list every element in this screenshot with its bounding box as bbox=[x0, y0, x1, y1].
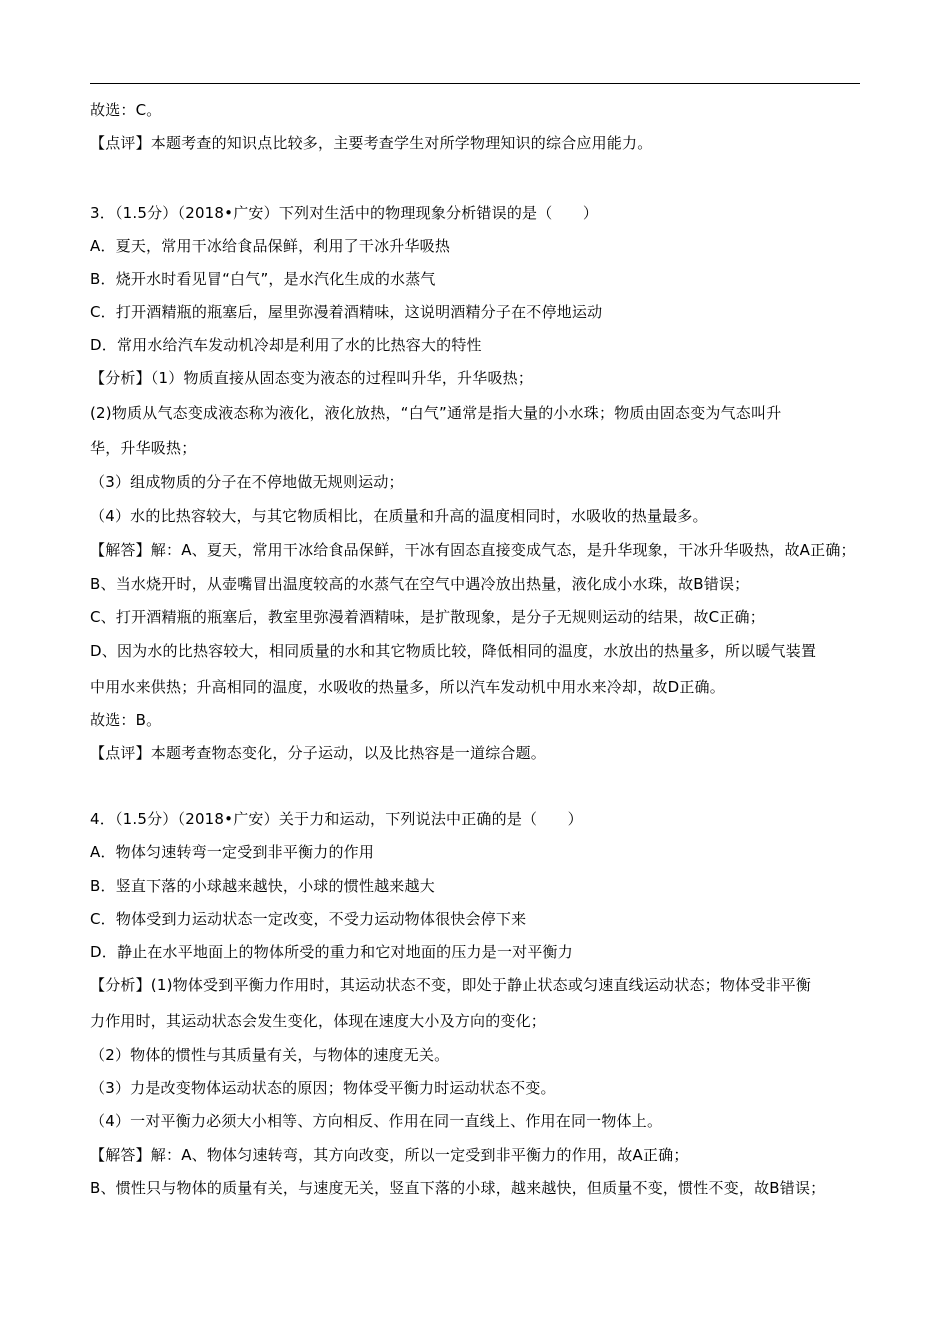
answer-line: 故选：C。 bbox=[90, 101, 162, 119]
solution-line: B、惯性只与物体的质量有关，与速度无关，竖直下落的小球，越来越快，但质量不变，惯性不变，故B错误； bbox=[90, 1179, 826, 1197]
solution-line: D、因为水的比热容较大，相同质量的水和其它物质比较，降低相同的温度，水放出的热量多，所以暖气装置 bbox=[90, 642, 817, 660]
question-4-option-d: D．静止在水平地面上的物体所受的重力和它对地面的压力是一对平衡力 bbox=[90, 943, 573, 961]
question-4-option-b: B．竖直下落的小球越来越快，小球的惯性越来越大 bbox=[90, 877, 435, 895]
header-rule bbox=[90, 83, 860, 84]
analysis-line: 华，升华吸热； bbox=[90, 439, 197, 457]
solution-line: 【解答】解：A、物体匀速转弯，其方向改变，所以一定受到非平衡力的作用，故A正确； bbox=[90, 1146, 689, 1164]
question-3-option-d: D．常用水给汽车发动机冷却是利用了水的比热容大的特性 bbox=[90, 336, 482, 354]
question-3-option-b: B．烧开水时看见冒“白气”，是水汽化生成的水蒸气 bbox=[90, 270, 436, 288]
analysis-line: （4）水的比热容较大，与其它物质相比，在质量和升高的温度相同时，水吸收的热量最多。 bbox=[90, 507, 708, 525]
question-4-option-a: A．物体匀速转弯一定受到非平衡力的作用 bbox=[90, 843, 375, 861]
analysis-line: (2)物质从气态变成液态称为液化，液化放热，“白气”通常是指大量的小水珠；物质由固态变为气态叫升 bbox=[90, 404, 782, 422]
analysis-line: （3）力是改变物体运动状态的原因；物体受平衡力时运动状态不变。 bbox=[90, 1079, 556, 1097]
analysis-line: 力作用时，其运动状态会发生变化，体现在速度大小及方向的变化； bbox=[90, 1012, 547, 1030]
question-3-option-c: C．打开酒精瓶的瓶塞后，屋里弥漫着酒精味，这说明酒精分子在不停地运动 bbox=[90, 303, 603, 321]
question-4-option-c: C．物体受到力运动状态一定改变，不受力运动物体很快会停下来 bbox=[90, 910, 527, 928]
solution-line: 中用水来供热；升高相同的温度，水吸收的热量多，所以汽车发动机中用水来冷却，故D正确。 bbox=[90, 678, 725, 696]
solution-line: B、当水烧开时，从壶嘴冒出温度较高的水蒸气在空气中遇冷放出热量，液化成小水珠，故B错误； bbox=[90, 575, 750, 593]
question-4-stem: 4．（1.5分）（2018•广安）关于力和运动，下列说法中正确的是（ ） bbox=[90, 810, 583, 828]
answer-line: 故选：B。 bbox=[90, 711, 162, 729]
solution-line: 【解答】解：A、夏天，常用干冰给食品保鲜，干冰有固态直接变成气态，是升华现象，干冰升华吸热，故A正确； bbox=[90, 541, 856, 559]
analysis-line: （4）一对平衡力必须大小相等、方向相反、作用在同一直线上、作用在同一物体上。 bbox=[90, 1112, 663, 1130]
question-3-stem: 3．（1.5分）（2018•广安）下列对生活中的物理现象分析错误的是（ ） bbox=[90, 204, 599, 222]
analysis-line: 【分析】（1）物质直接从固态变为液态的过程叫升华，升华吸热； bbox=[90, 369, 534, 387]
solution-line: C、打开酒精瓶的瓶塞后，教室里弥漫着酒精味，是扩散现象，是分子无规则运动的结果，故C正确； bbox=[90, 608, 765, 626]
analysis-line: （2）物体的惯性与其质量有关，与物体的速度无关。 bbox=[90, 1046, 450, 1064]
analysis-line: 【分析】(1)物体受到平衡力作用时，其运动状态不变，即处于静止状态或匀速直线运动状态；物体受非平衡 bbox=[90, 976, 812, 994]
analysis-line: （3）组成物质的分子在不停地做无规则运动； bbox=[90, 473, 404, 491]
question-3-option-a: A．夏天，常用干冰给食品保鲜，利用了干冰升华吸热 bbox=[90, 237, 451, 255]
comment-line: 【点评】本题考查物态变化，分子运动，以及比热容是一道综合题。 bbox=[90, 744, 547, 762]
comment-line: 【点评】本题考查的知识点比较多，主要考查学生对所学物理知识的综合应用能力。 bbox=[90, 134, 653, 152]
